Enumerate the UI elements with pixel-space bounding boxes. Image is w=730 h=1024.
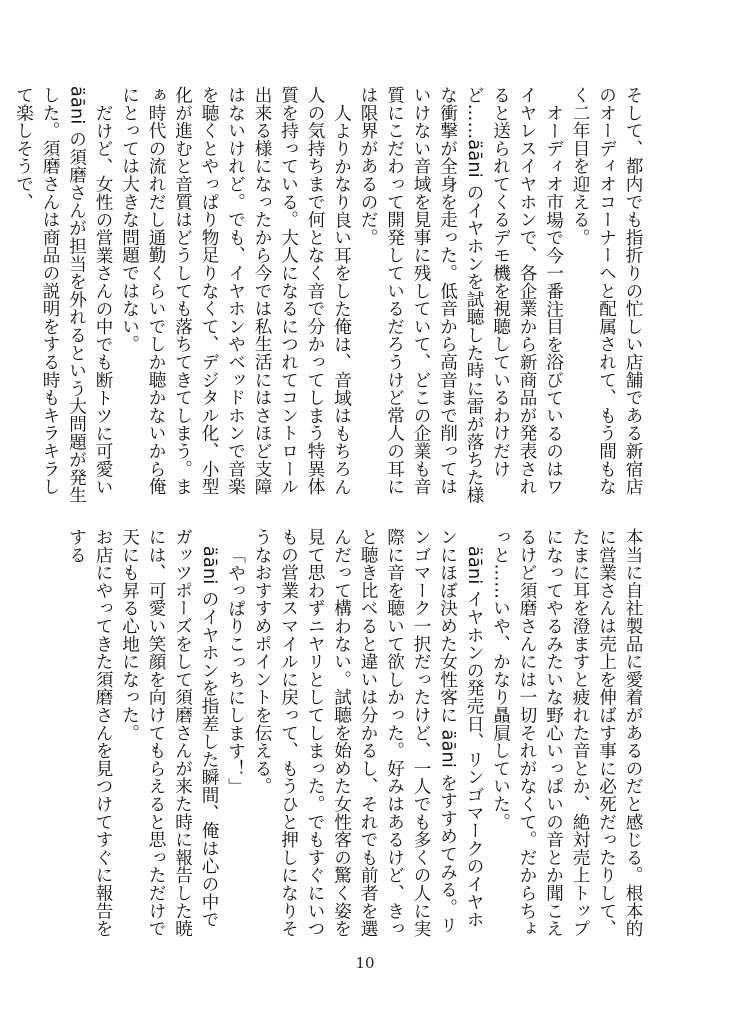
paragraph: お店にやってきた須磨さんを見つけてすぐに報告をする xyxy=(66,528,113,938)
page-number: 10 xyxy=(355,954,375,972)
paragraph: オーディオ市場で今一番注目を浴びているのはワイヤレスイヤホンで、各企業から新商品が発表されると送られてくるデモ機を視聴しているわけだけど……äāni のイヤホンを試聴した時に雷が落ちた様な衝撃が全身を走った。低音から高音まで削ってはいけない音域を見事に残していて、どこの企業も音質にこだわって開発しているだろうけど常人の耳には限界があるのだ。 xyxy=(358,86,564,504)
paragraph: だけど、女性の営業さんの中でも断トツに可愛い äāni の須磨さんが担当を外れるという大問題が発生した。須磨さんは商品の説明をする時もキラキラして楽しそうで、 xyxy=(13,86,113,504)
paragraph: そして、都内でも指折りの忙しい店舗である新宿店のオーディオコーナーへと配属されて、もう間もなく二年目を迎える。 xyxy=(570,86,643,496)
paragraph: 人よりかなり良い耳をした俺は、音域はもちろん人の気持ちまで何となく音で分かってしまう特異体質を持っている。大人になるにつれてコントロール出来る様になったから今では私生活にはさほど支障はないけれど。でも、イヤホンやベッドホンで音楽を聴くとやっぱり物足りなくて、デジタル化、小型化が進むと音質はどうしても落ちてきてしまう。まぁ時代の流れだし通勤くらいでしか聴かないから俺にとっては大きな問題ではない。 xyxy=(119,86,352,496)
lower-text-block xyxy=(66,528,646,944)
paragraph: 本当に自社製品に愛着があるのだと感じる。根本的に営業さんは売上を伸ばす事に必死だったりして、たまに耳を澄ますと疲れた音とか、絶対売上トップになってやるみたいな野心いっぱいの音とか聞こえるけど須磨さんには一切それがなくて。だからちょっと……いや、かなり贔屓していた。 xyxy=(490,528,643,938)
paragraph: 「やっぱりこっちにします！」 xyxy=(225,545,246,795)
paragraph: äāni のイヤホンを指差した瞬間、俺は心の中でガッツポーズをして須磨さんが来た時に報告した暁には、可愛い笑顔を向けてもらえると思っただけで天にも昇る心地になった。 xyxy=(119,528,219,938)
paragraph: äāni イヤホンの発売日、リンゴマークのイヤホンにほぼ決めた女性客に äāni をすすめてみる。リンゴマーク一択だったけど、一人でも多くの人に実際に音を聴いて欲しかった。好みはあるけど、きっと聴き比べると違いは分かるし、それでも前者を選んだって構わない。試聴を始めた女性客の驚く姿を見て思わずニヤリとしてしまった。でもすぐにいつもの営業スマイルに戻って、もうひと押しになりそうなおすすめポイントを伝える。 xyxy=(252,528,484,938)
upper-text-block xyxy=(13,86,646,504)
